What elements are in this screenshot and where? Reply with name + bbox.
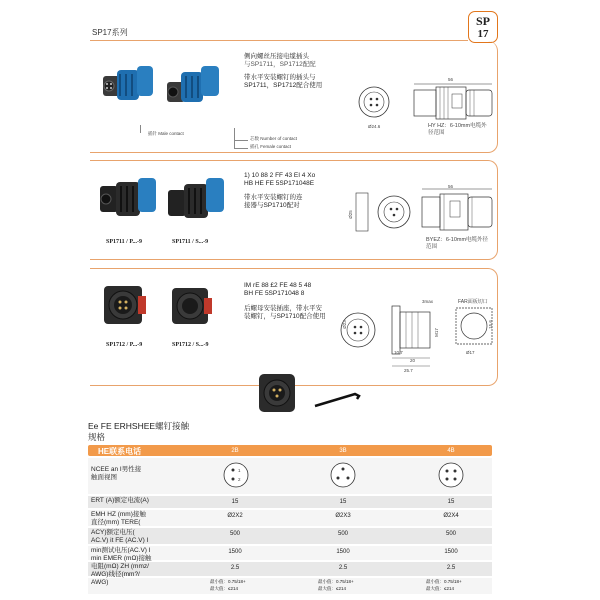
section3-dim-156: 15.6 (487, 320, 493, 329)
badge-line1: SP (475, 14, 490, 28)
table-cell: Ø2X3 (335, 513, 351, 519)
pin-label-2: 2 (238, 477, 241, 482)
section3-dim-max: 3max (422, 299, 434, 304)
section2-code2: HB HE FE 5SP171048E (244, 180, 315, 187)
section1-heading: 侧向螺丝压接电缆插头 (244, 53, 309, 60)
row-label: min测试电压(AC.V) I (91, 547, 151, 554)
table-cell: 最大值：≤214 (426, 586, 454, 591)
table-cell: 最小值：0.75/18+ (318, 579, 354, 584)
spec-header-row (88, 445, 492, 456)
table-cell: 最大值：≤214 (318, 586, 346, 591)
section3-part1: SP1712 / P...-9 (106, 342, 143, 348)
section1-desc2: SP1711，SP1712配合使用 (244, 82, 323, 89)
table-cell: 2.5 (338, 565, 348, 571)
section3-dim-23: Ø23 (341, 320, 347, 329)
male-contact-label: 插针 Male contact (148, 131, 184, 136)
row-label: 电阻(mΩ) ZH (mmz/ (91, 563, 149, 570)
table-cell: 最大值：≤214 (210, 586, 238, 591)
pin-face-2b-icon (222, 461, 250, 489)
section3-dim-m: M17 (433, 328, 439, 337)
section3-code1: IM rE 88 £2 FE 48 5 48 (244, 282, 312, 289)
section2-dim-length: 56 (448, 184, 454, 189)
row-label: ERT (A)额定电流(A) (91, 497, 149, 504)
section2-part1: SP1711 / P...-9 (106, 239, 142, 245)
section1-sub: 与SP1711，SP1712配配 (244, 61, 316, 68)
section3-dim-257: 25.7 (404, 368, 413, 373)
table-cell: 15 (231, 499, 239, 505)
pin-label-1: 1 (238, 468, 241, 473)
row-label: 直径(mm) TERE( (91, 518, 141, 526)
row-label: min EMER (mΩ)接触 (91, 554, 152, 562)
section1-desc1: 带水平安装螺钉的插头与 (244, 74, 316, 81)
row-label: AC.V) it FE (AC.V) I (91, 536, 149, 544)
section3-dim-17: Ø17 (466, 350, 475, 355)
table-cell: 2.5 (230, 565, 240, 571)
leader-line (234, 148, 248, 149)
section3-desc2: 装螺钉，与SP1710配合使用 (244, 313, 326, 320)
row-label: ACY)额定电压( (91, 529, 135, 536)
table-cell: 15 (447, 499, 455, 505)
section3-dim-20: 20 (410, 358, 416, 363)
section3-technical-drawing (336, 298, 498, 376)
table-cell: 2.5 (446, 565, 456, 571)
section2-technical-drawing (352, 185, 497, 245)
section3-dim-107: 10.7 (394, 350, 403, 355)
section3-desc1: 后螺母安装插座，带水平安 (244, 305, 322, 312)
table-cell: 1500 (228, 549, 242, 555)
table-cell: 500 (337, 531, 348, 537)
section3-panel-label: FAR面板切口 (458, 299, 488, 305)
row-label: AWG) (91, 579, 109, 586)
section1-connectors-image (95, 52, 235, 122)
table-cell: 500 (229, 531, 240, 537)
face-view-row (88, 458, 492, 494)
pin-face-4b-icon (437, 461, 465, 489)
section2-part2: SP1711 / S...-9 (172, 239, 209, 245)
leader-line (234, 140, 248, 141)
spec-title1: Ee FE ERHSHEE螺钉接触 (88, 421, 190, 431)
badge-line2: 17 (477, 28, 489, 40)
section2-note1: BYEZ：6-10mm电缆外径 (426, 237, 489, 243)
table-cell: 500 (445, 531, 456, 537)
spec-title2: 规格 (88, 432, 106, 442)
section1-dim-length: 56 (448, 77, 454, 82)
table-cell: 最小值：0.75/18+ (426, 579, 462, 584)
leader-line (140, 125, 141, 133)
table-cell: 15 (339, 499, 347, 505)
section3-connectors-image (100, 282, 230, 338)
row-label: AWG)线径(mm?/ (91, 570, 140, 578)
section2-dim-diameter: Ø25 (347, 210, 353, 219)
number-contact-label: 芯数 Number of contact (250, 136, 298, 141)
section3-part2: SP1712 / S...-9 (172, 342, 209, 348)
table-cell: 1500 (444, 549, 458, 555)
series-title: SP17系列 (92, 28, 128, 37)
section1-note2: 径范围 (428, 130, 445, 136)
series-badge (468, 11, 498, 43)
table-cell: Ø2X4 (443, 513, 459, 519)
face-view-label2: 触面视图 (91, 474, 117, 481)
table-cell: 最小值：0.75/18+ (210, 579, 246, 584)
column-4b: 4B (447, 448, 455, 454)
spec-header-label: HE联系电话 (98, 447, 142, 456)
section2-code1: 1) 10 88 2 FF 43 EI 4 Xo (244, 172, 316, 179)
pin-face-3b-icon (329, 461, 357, 489)
female-contact-label: 插孔 Female contact (250, 144, 292, 149)
section1-dim-diameter: Ø24.6 (368, 124, 381, 129)
row-label: EMH HZ (mm)接触 (91, 511, 146, 518)
section2-desc1: 带水平安装螺钉的连 (244, 194, 303, 201)
table-cell: 1500 (336, 549, 350, 555)
leader-line (234, 128, 235, 148)
section2-note2: 范围 (426, 244, 438, 250)
face-view-label1: NCEE an I男性接 (91, 466, 142, 473)
section2-connectors-image (94, 168, 234, 234)
section2-desc2: 接器与SP1710配对 (244, 202, 300, 209)
column-2b: 2B (231, 448, 239, 454)
section1-technical-drawing (352, 74, 497, 144)
socket-and-tool-image (255, 372, 365, 422)
section1-note1: HY HZ：6-10mm电缆外 (428, 123, 487, 129)
section3-code2: BH FE 5SP171048 8 (244, 290, 305, 297)
table-cell: Ø2X2 (227, 513, 243, 519)
column-3b: 3B (339, 448, 347, 454)
